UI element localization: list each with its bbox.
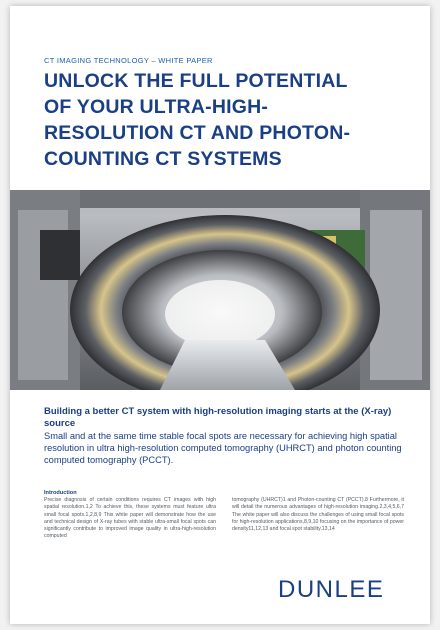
title-line: COUNTING CT SYSTEMS — [44, 148, 282, 170]
section-subheading: Building a better CT system with high-resolution imaging starts at the (X-ray) source — [44, 406, 392, 429]
white-paper-page — [10, 6, 430, 624]
document-category: CT IMAGING TECHNOLOGY – WHITE PAPER — [44, 56, 213, 65]
title-line: OF YOUR ULTRA-HIGH- — [44, 96, 269, 118]
lead-paragraph: Small and at the same time stable focal spots are necessary for achieving high spatial resolution in ultra high-resolution computed tomography (UHRCT) and photon counting computed tomography (PCCT). — [44, 431, 402, 465]
introduction-text-right: tomography (UHRCT)1 and Photon-counting CT (PCCT).8 Furthermore, it will detail the numerous advantages of high-resolution imaging.2,3,4,5,6,7 The white paper will also discuss the challenges of using small focal spots for high-resolution applications,8,9,10 focusing on the importance of power density11,12,13 and focal spot stability.13,14 — [232, 497, 404, 533]
title-line: UNLOCK THE FULL POTENTIAL — [44, 70, 348, 92]
document-title — [44, 68, 404, 172]
title-line: RESOLUTION CT AND PHOTON- — [44, 122, 351, 144]
ct-gantry-photo — [10, 190, 430, 390]
introduction-text-left: Precise diagnosis of certain conditions requires CT images with high spatial resolution.1,2 To achieve this, these systems must feature ultra small focal spots.1,2,8,9 This white paper will demonstrate how the use and technical design of X-ray tubes with stable ultra-small focal spots can significantly contribute to improved image quality in ultra-high-resolution computed — [44, 497, 216, 540]
dunlee-logo: DUNLEE — [278, 576, 385, 603]
introduction-heading: Introduction — [44, 490, 77, 496]
